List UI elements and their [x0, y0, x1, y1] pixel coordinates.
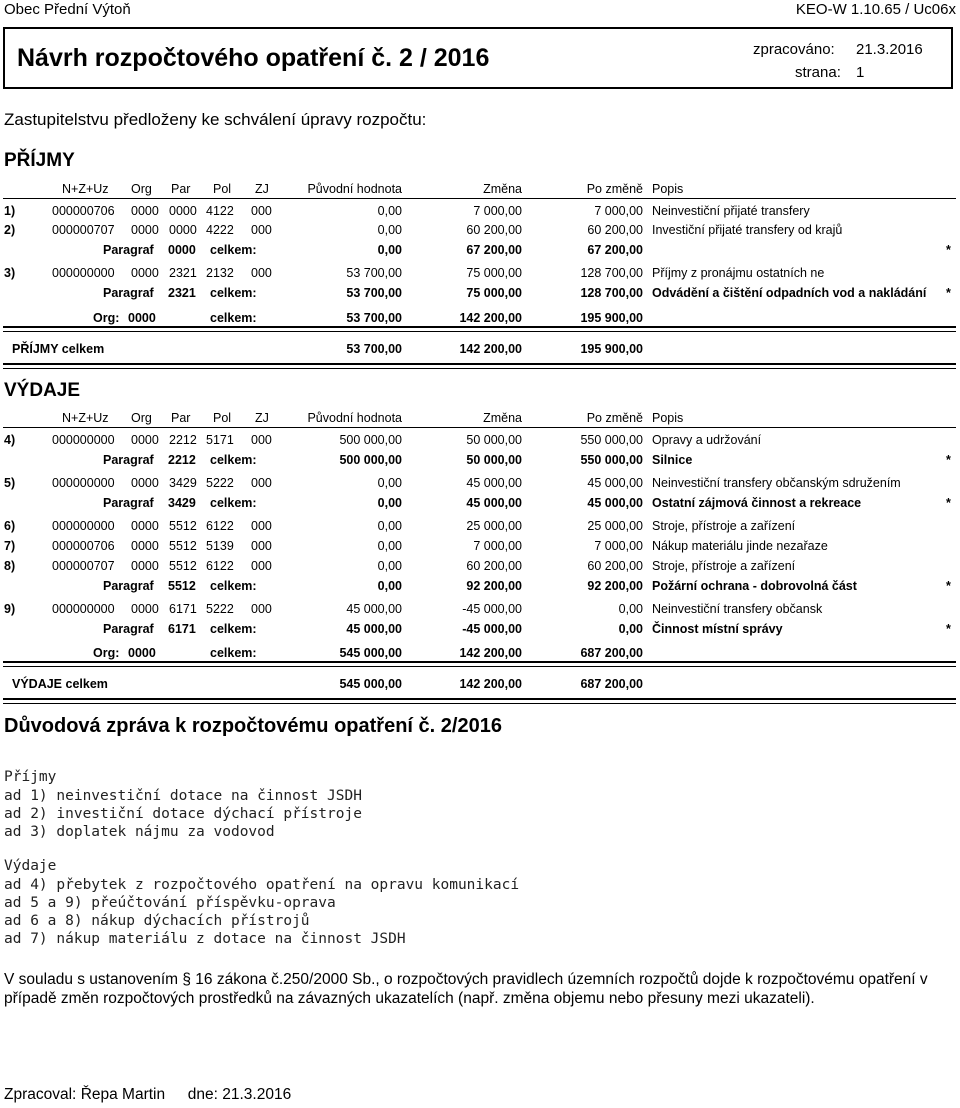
sum-after: 92 200,00 — [587, 579, 643, 593]
row-pol: 5139 — [206, 539, 234, 553]
row-par: 3429 — [169, 476, 197, 490]
row-orig: 500 000,00 — [339, 433, 402, 447]
sum-orig: 45 000,00 — [346, 622, 402, 636]
sum-star: * — [946, 579, 951, 593]
footer-date: 21.3.2016 — [222, 1086, 292, 1103]
sum-desc: Požární ochrana - dobrovolná část — [652, 579, 857, 593]
row-change: -45 000,00 — [462, 602, 522, 616]
row-change: 7 000,00 — [473, 539, 522, 553]
row-number: 8) — [4, 559, 16, 573]
row-nzu: 000000707 — [52, 559, 115, 573]
sum-code: 0000 — [168, 243, 196, 257]
row-par: 5512 — [169, 539, 197, 553]
intro-text: Zastupitelstvu předloženy ke schválení úpravy rozpočtu: — [4, 110, 427, 129]
row-desc: Stroje, přístroje a zařízení — [652, 559, 796, 573]
divider — [3, 698, 956, 700]
date-label: dne: — [187, 1086, 218, 1103]
sum-label: Paragraf — [103, 496, 154, 510]
sum-orig: 0,00 — [377, 496, 402, 510]
total-change: 142 200,00 — [459, 342, 522, 356]
row-after: 550 000,00 — [580, 433, 643, 447]
sum-after: 45 000,00 — [587, 496, 643, 510]
row-org: 0000 — [131, 204, 159, 218]
col-orig: Původní hodnota — [307, 182, 402, 196]
sum-celkem: celkem: — [210, 243, 257, 257]
org-code: 0000 — [128, 311, 156, 325]
justification-line: ad 3) doplatek nájmu za vodovod — [4, 824, 275, 840]
row-org: 0000 — [131, 602, 159, 616]
sum-change: 75 000,00 — [466, 286, 522, 300]
justification-line: ad 5 a 9) přeúčtování příspěvku-oprava — [4, 895, 336, 911]
income-heading: PŘÍJMY — [4, 150, 75, 171]
row-par: 2212 — [169, 433, 197, 447]
row-desc: Příjmy z pronájmu ostatních ne — [652, 266, 825, 280]
total-label: VÝDAJE celkem — [12, 677, 108, 691]
row-number: 4) — [4, 433, 16, 447]
page-label: strana: — [795, 64, 841, 81]
sum-change: 45 000,00 — [466, 496, 522, 510]
row-desc: Neinvestiční transfery občansk — [652, 602, 823, 616]
row-nzu: 000000706 — [52, 539, 115, 553]
row-zj: 000 — [251, 559, 272, 573]
row-after: 7 000,00 — [594, 204, 643, 218]
processed-date: 21.3.2016 — [856, 41, 923, 58]
sum-label: Paragraf — [103, 243, 154, 257]
divider — [3, 666, 956, 667]
row-after: 60 200,00 — [587, 223, 643, 237]
row-orig: 0,00 — [377, 204, 402, 218]
total-change: 142 200,00 — [459, 677, 522, 691]
sum-code: 2212 — [168, 453, 196, 467]
sum-celkem: celkem: — [210, 286, 257, 300]
sum-code: 5512 — [168, 579, 196, 593]
org-orig: 545 000,00 — [339, 646, 402, 660]
sum-celkem: celkem: — [210, 496, 257, 510]
sum-star: * — [946, 622, 951, 636]
sum-star: * — [946, 496, 951, 510]
expense-heading: VÝDAJE — [4, 380, 81, 401]
row-pol: 5222 — [206, 476, 234, 490]
row-orig: 0,00 — [377, 539, 402, 553]
row-after: 60 200,00 — [587, 559, 643, 573]
sum-star: * — [946, 243, 951, 257]
row-nzu: 000000000 — [52, 602, 115, 616]
sum-after: 550 000,00 — [580, 453, 643, 467]
row-pol: 5222 — [206, 602, 234, 616]
row-number: 2) — [4, 223, 16, 237]
row-number: 1) — [4, 204, 16, 218]
row-par: 0000 — [169, 204, 197, 218]
row-org: 0000 — [131, 433, 159, 447]
row-desc: Neinvestiční transfery občanským sdružením — [652, 476, 901, 490]
row-after: 0,00 — [618, 602, 643, 616]
sum-change: 67 200,00 — [466, 243, 522, 257]
total-orig: 545 000,00 — [339, 677, 402, 691]
divider — [3, 703, 956, 704]
org-code: 0000 — [128, 646, 156, 660]
org-label: Org: — [93, 311, 120, 325]
divider — [3, 427, 956, 428]
row-nzu: 000000000 — [52, 519, 115, 533]
col-change: Změna — [483, 182, 522, 196]
col-par: Par — [171, 411, 191, 425]
row-par: 5512 — [169, 559, 197, 573]
row-nzu: 000000000 — [52, 433, 115, 447]
org-label: Org: — [93, 646, 120, 660]
divider — [3, 326, 956, 328]
row-orig: 0,00 — [377, 476, 402, 490]
row-zj: 000 — [251, 223, 272, 237]
col-par: Par — [171, 182, 191, 196]
col-org: Org — [131, 182, 152, 196]
sum-after: 0,00 — [618, 622, 643, 636]
org-celkem: celkem: — [210, 311, 257, 325]
sum-desc: Ostatní zájmová činnost a rekreace — [652, 496, 862, 510]
divider — [3, 368, 956, 369]
sum-desc: Silnice — [652, 453, 693, 467]
sum-change: 50 000,00 — [466, 453, 522, 467]
row-desc: Nákup materiálu jinde nezařaze — [652, 539, 828, 553]
divider — [3, 198, 956, 199]
row-par: 2321 — [169, 266, 197, 280]
total-orig: 53 700,00 — [346, 342, 402, 356]
justification-line: ad 2) investiční dotace dýchací přístroje — [4, 806, 362, 822]
col-desc: Popis — [652, 182, 684, 196]
row-after: 7 000,00 — [594, 539, 643, 553]
col-zj: ZJ — [255, 182, 269, 196]
col-zj: ZJ — [255, 411, 269, 425]
row-org: 0000 — [131, 519, 159, 533]
org-after: 195 900,00 — [580, 311, 643, 325]
row-pol: 4222 — [206, 223, 234, 237]
sum-star: * — [946, 453, 951, 467]
sum-desc: Činnost místní správy — [652, 622, 783, 636]
row-zj: 000 — [251, 204, 272, 218]
row-org: 0000 — [131, 266, 159, 280]
justification-line: ad 4) přebytek z rozpočtového opatření na opravu komunikací — [4, 877, 520, 893]
row-after: 45 000,00 — [587, 476, 643, 490]
row-change: 75 000,00 — [466, 266, 522, 280]
sum-code: 3429 — [168, 496, 196, 510]
system-version: KEO-W 1.10.65 / Uc06x — [795, 1, 956, 18]
row-orig: 45 000,00 — [346, 602, 402, 616]
sum-change: -45 000,00 — [462, 622, 522, 636]
row-zj: 000 — [251, 602, 272, 616]
row-number: 3) — [4, 266, 16, 280]
col-orig: Původní hodnota — [307, 411, 402, 425]
sum-celkem: celkem: — [210, 622, 257, 636]
row-par: 0000 — [169, 223, 197, 237]
municipality-name: Obec Přední Výtoň — [4, 1, 131, 18]
row-change: 25 000,00 — [466, 519, 522, 533]
prepared-by: Řepa Martin — [80, 1086, 166, 1103]
row-desc: Neinvestiční přijaté transfery — [652, 204, 810, 218]
justification-income-list — [4, 787, 362, 841]
row-change: 7 000,00 — [473, 204, 522, 218]
col-nzu: N+Z+Uz — [62, 411, 109, 425]
row-pol: 2132 — [206, 266, 234, 280]
sum-change: 92 200,00 — [466, 579, 522, 593]
row-orig: 0,00 — [377, 559, 402, 573]
sum-orig: 0,00 — [377, 579, 402, 593]
justification-title: Důvodová zpráva k rozpočtovému opatření č. 2/2016 — [4, 715, 502, 737]
row-desc: Investiční přijaté transfery od krajů — [652, 223, 843, 237]
justification-expense-list — [4, 876, 519, 948]
row-par: 6171 — [169, 602, 197, 616]
row-zj: 000 — [251, 266, 272, 280]
sum-label: Paragraf — [103, 453, 154, 467]
row-desc: Opravy a udržování — [652, 433, 762, 447]
prepared-label: Zpracoval: — [4, 1086, 77, 1103]
col-after: Po změně — [586, 182, 643, 196]
divider — [3, 331, 956, 332]
row-org: 0000 — [131, 476, 159, 490]
row-org: 0000 — [131, 559, 159, 573]
divider — [3, 661, 956, 663]
org-change: 142 200,00 — [459, 311, 522, 325]
row-zj: 000 — [251, 476, 272, 490]
sum-after: 128 700,00 — [580, 286, 643, 300]
total-label: PŘÍJMY celkem — [12, 342, 105, 356]
row-change: 50 000,00 — [466, 433, 522, 447]
sum-orig: 500 000,00 — [339, 453, 402, 467]
sum-desc: Odvádění a čištění odpadních vod a nakládání — [652, 286, 927, 300]
processed-label: zpracováno: — [753, 41, 835, 58]
col-change: Změna — [483, 411, 522, 425]
row-pol: 6122 — [206, 519, 234, 533]
col-desc: Popis — [652, 411, 684, 425]
org-change: 142 200,00 — [459, 646, 522, 660]
total-after: 687 200,00 — [580, 677, 643, 691]
row-desc: Stroje, přístroje a zařízení — [652, 519, 796, 533]
row-par: 5512 — [169, 519, 197, 533]
row-orig: 53 700,00 — [346, 266, 402, 280]
row-number: 6) — [4, 519, 16, 533]
sum-orig: 53 700,00 — [346, 286, 402, 300]
sum-celkem: celkem: — [210, 579, 257, 593]
legal-paragraph: V souladu s ustanovením § 16 zákona č.250/2000 Sb., o rozpočtových pravidlech územních rozpočtů dojde k rozpočtovému opatření v případě změn rozpočtových prostředků na závazných ukazatelích (např. změna objemu nebo přesuny mezi ukazateli). — [4, 971, 928, 1007]
sum-orig: 0,00 — [377, 243, 402, 257]
title-box — [3, 27, 953, 89]
justification-line: ad 7) nákup materiálu z dotace na činnost JSDH — [4, 931, 406, 947]
row-nzu: 000000707 — [52, 223, 115, 237]
row-number: 5) — [4, 476, 16, 490]
row-zj: 000 — [251, 519, 272, 533]
row-orig: 0,00 — [377, 519, 402, 533]
row-zj: 000 — [251, 433, 272, 447]
row-change: 45 000,00 — [466, 476, 522, 490]
col-org: Org — [131, 411, 152, 425]
sum-star: * — [946, 286, 951, 300]
row-org: 0000 — [131, 539, 159, 553]
divider — [3, 363, 956, 365]
total-after: 195 900,00 — [580, 342, 643, 356]
document-title: Návrh rozpočtového opatření č. 2 / 2016 — [17, 44, 490, 72]
row-org: 0000 — [131, 223, 159, 237]
col-nzu: N+Z+Uz — [62, 182, 109, 196]
justification-expense-heading: Výdaje — [4, 858, 57, 874]
justification-income-heading: Příjmy — [4, 769, 57, 785]
footer-signature — [4, 1086, 291, 1104]
row-nzu: 000000706 — [52, 204, 115, 218]
col-pol: Pol — [213, 182, 232, 196]
row-number: 9) — [4, 602, 16, 616]
col-pol: Pol — [213, 411, 232, 425]
row-change: 60 200,00 — [466, 559, 522, 573]
row-pol: 6122 — [206, 559, 234, 573]
row-pol: 5171 — [206, 433, 234, 447]
org-orig: 53 700,00 — [346, 311, 402, 325]
sum-label: Paragraf — [103, 579, 154, 593]
justification-line: ad 6 a 8) nákup dýchacích přístrojů — [4, 913, 310, 929]
row-after: 128 700,00 — [580, 266, 643, 280]
row-orig: 0,00 — [377, 223, 402, 237]
row-after: 25 000,00 — [587, 519, 643, 533]
org-after: 687 200,00 — [580, 646, 643, 660]
col-after: Po změně — [586, 411, 643, 425]
page-number: 1 — [856, 64, 865, 81]
row-pol: 4122 — [206, 204, 234, 218]
sum-celkem: celkem: — [210, 453, 257, 467]
sum-code: 6171 — [168, 622, 196, 636]
row-number: 7) — [4, 539, 16, 553]
sum-label: Paragraf — [103, 622, 154, 636]
org-celkem: celkem: — [210, 646, 257, 660]
sum-code: 2321 — [168, 286, 196, 300]
row-nzu: 000000000 — [52, 476, 115, 490]
sum-label: Paragraf — [103, 286, 154, 300]
justification-line: ad 1) neinvestiční dotace na činnost JSDH — [4, 788, 362, 804]
row-change: 60 200,00 — [466, 223, 522, 237]
row-zj: 000 — [251, 539, 272, 553]
row-nzu: 000000000 — [52, 266, 115, 280]
sum-after: 67 200,00 — [587, 243, 643, 257]
